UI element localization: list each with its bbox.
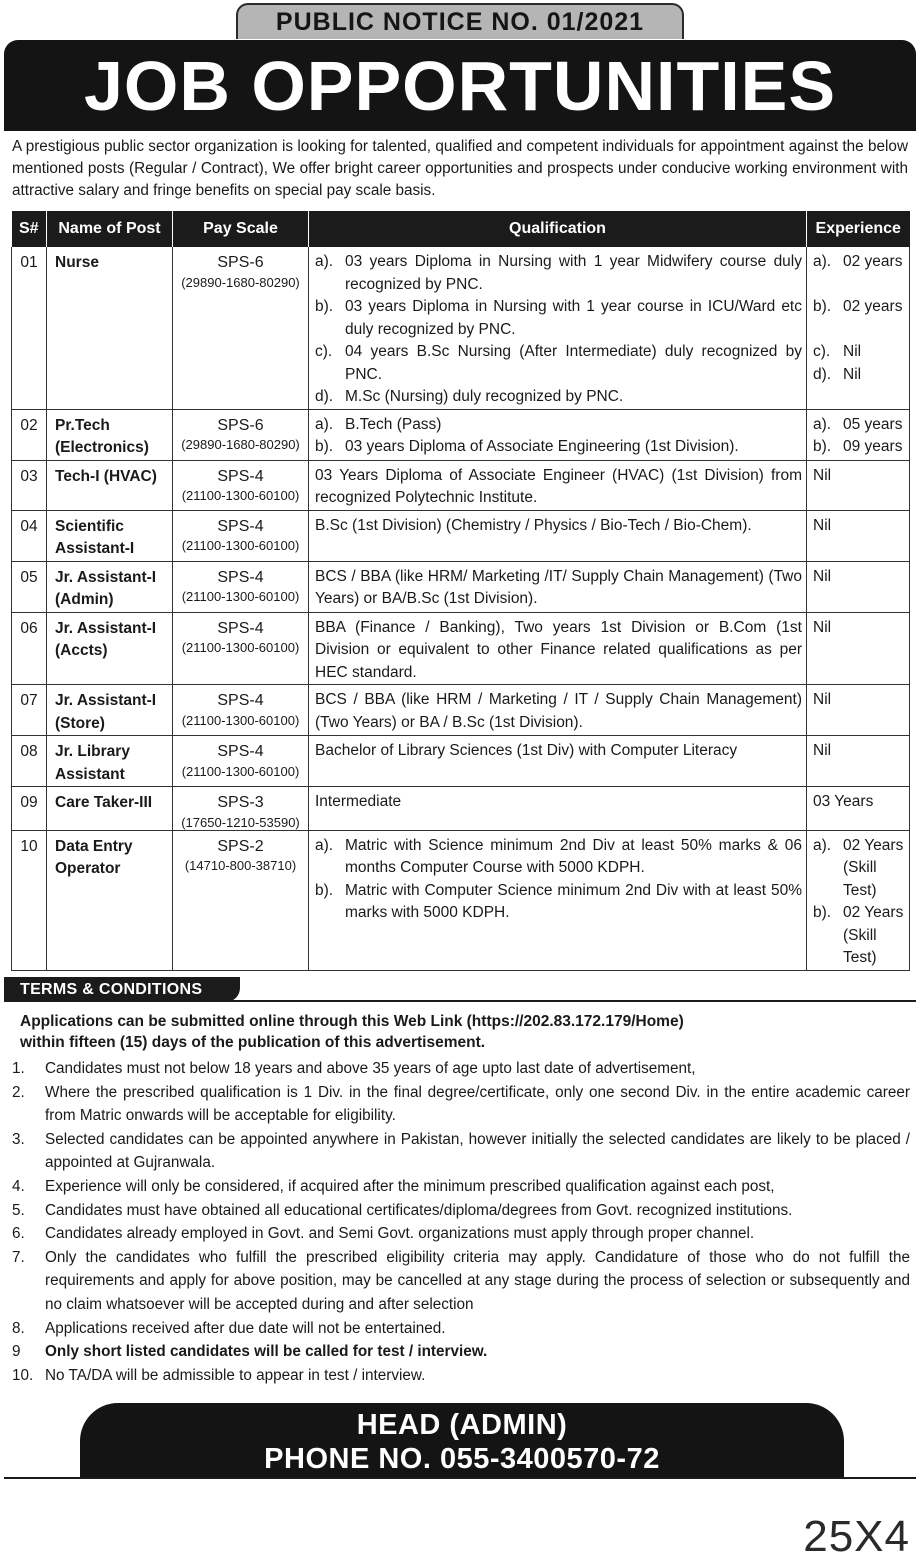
qualification-text: BCS / BBA (like HRM/ Marketing /IT/ Supply Chain Management) (Two Years) or BA/B.Sc (1st Division). <box>315 567 802 607</box>
item-marker: d). <box>813 365 832 383</box>
post-name-line: Jr. Assistant-I <box>55 568 157 586</box>
item-marker: a). <box>813 415 832 433</box>
intro-paragraph: A prestigious public sector organization is looking for talented, qualified and competent individuals for appointment against the below mentioned posts (Regular / Contract), We offer bright career opportunities and prospects under conducive working environment with attractive salary and fringe benefits on special pay scale basis. <box>12 138 908 199</box>
item-marker: b). <box>315 438 334 455</box>
apply-note-line: within fifteen (15) days of the publication of this advertisement. <box>20 1034 486 1051</box>
item-marker: b). <box>813 438 832 455</box>
pay-scale-grade: SPS-4 <box>217 517 264 535</box>
pay-scale-range: (21100-1300-60100) <box>181 763 300 779</box>
list-item <box>12 1246 910 1317</box>
item-marker: b). <box>813 298 832 315</box>
post-name-cell <box>47 612 173 685</box>
post-name-line: Tech-I (HVAC) <box>55 467 157 485</box>
post-name-line: Jr. Library <box>55 743 130 760</box>
item-marker: b). <box>315 881 334 899</box>
list-item <box>12 1128 910 1175</box>
list-number: 9 <box>12 1343 21 1361</box>
experience-text: Nil <box>843 343 862 360</box>
list-number: 2. <box>12 1083 25 1101</box>
table-row <box>12 787 910 831</box>
experience-item <box>813 835 906 858</box>
item-marker: a). <box>813 836 832 854</box>
experience-text: Nil <box>843 365 862 383</box>
apply-note-line: Applications can be submitted online through this Web Link (https://202.83.172.179/Home) <box>20 1013 684 1030</box>
list-item <box>12 1222 910 1246</box>
list-item <box>12 1340 910 1364</box>
notice-number: PUBLIC NOTICE NO. 01/2021 <box>275 7 645 36</box>
post-name-cell <box>47 460 173 510</box>
item-marker: c). <box>813 343 831 360</box>
experience-text: Nil <box>813 742 832 759</box>
divider <box>4 1477 916 1479</box>
serial-number-cell: 05 <box>12 561 47 612</box>
list-text: No TA/DA will be admissible to appear in test / interview. <box>45 1366 426 1384</box>
pay-scale-cell <box>173 247 309 409</box>
list-item <box>12 1364 910 1388</box>
item-marker: d). <box>315 388 334 405</box>
list-text: Only short listed candidates will be called for test / interview. <box>45 1343 488 1361</box>
list-number: 7. <box>12 1248 25 1266</box>
post-name-line: Scientific <box>55 517 124 535</box>
ad-size-code: 25X4 <box>803 1512 910 1561</box>
experience-cell <box>807 612 910 685</box>
list-number: 3. <box>12 1130 25 1148</box>
pay-scale-grade: SPS-2 <box>217 837 264 855</box>
column-header: S# <box>12 211 47 247</box>
experience-item <box>813 274 906 297</box>
qualification-cell <box>309 612 807 685</box>
post-name-cell <box>47 787 173 831</box>
item-marker <box>813 319 843 342</box>
posts-table <box>11 211 910 971</box>
experience-cell <box>807 830 910 970</box>
post-name-line: Assistant <box>55 765 125 783</box>
list-text: Selected candidates can be appointed anywhere in Pakistan, however initially the selected candidates are likely to be placed / appointed at Gujranwala. <box>45 1130 910 1172</box>
qualification-text: 04 years B.Sc Nursing (After Intermediate) duly recognized by PNC. <box>345 343 802 383</box>
post-name-cell <box>47 247 173 409</box>
terms-heading: TERMS & CONDITIONS <box>20 980 203 998</box>
serial-number-cell: 10 <box>12 830 47 970</box>
experience-text: 02 Years <box>843 904 904 921</box>
experience-text: (Skill Test) <box>843 926 877 966</box>
list-number: 4. <box>12 1177 25 1195</box>
terms-list <box>12 1057 910 1387</box>
post-name-line: Pr.Tech <box>55 416 110 434</box>
apply-online-note <box>20 1011 900 1053</box>
list-text: Candidates must not below 18 years and above 35 years of age upto last date of advertisement, <box>45 1060 696 1077</box>
experience-item <box>813 925 906 970</box>
post-name-cell <box>47 510 173 561</box>
pay-scale-cell <box>173 736 309 787</box>
pay-scale-grade: SPS-4 <box>217 467 264 485</box>
table-row <box>12 685 910 736</box>
list-item <box>12 1057 910 1081</box>
list-text: Candidates must have obtained all educational certificates/diploma/degrees from Govt. recognized institutions. <box>45 1201 793 1219</box>
post-name-line: Operator <box>55 860 121 877</box>
post-name-line: Jr. Assistant-I <box>55 692 157 709</box>
post-name-line: (Store) <box>55 714 105 732</box>
column-header: Name of Post <box>47 211 173 247</box>
experience-text: Nil <box>813 691 832 708</box>
list-text: Applications received after due date will not be entertained. <box>45 1319 446 1337</box>
experience-text: 03 Years <box>813 793 874 810</box>
item-marker: a). <box>315 415 334 433</box>
pay-scale-cell <box>173 460 309 510</box>
page-title: JOB OPPORTUNITIES <box>83 46 837 125</box>
qualification-item <box>315 880 802 925</box>
post-name-line: (Admin) <box>55 591 114 608</box>
contact-footer <box>80 1403 844 1478</box>
list-text: Where the prescribed qualification is 1 Div. in the final degree/certificate, only one second Div. in the entire academic career from Matric onwards will be acceptable for eligibility. <box>45 1083 910 1125</box>
experience-text: 09 years <box>843 438 903 455</box>
qualification-cell <box>309 830 807 970</box>
item-marker: b). <box>813 904 832 921</box>
pay-scale-range: (21100-1300-60100) <box>181 640 300 655</box>
list-number: 1. <box>12 1060 25 1077</box>
table-row <box>12 510 910 561</box>
column-header: Experience <box>807 211 910 247</box>
pay-scale-grade: SPS-4 <box>217 568 264 586</box>
list-item <box>12 1081 910 1128</box>
item-marker <box>813 925 843 970</box>
list-number: 6. <box>12 1225 25 1243</box>
divider <box>4 1000 916 1002</box>
terms-heading-tab <box>4 977 240 1002</box>
qualification-text: Intermediate <box>315 793 402 810</box>
qualification-text: Bachelor of Library Sciences (1st Div) with Computer Literacy <box>315 742 738 759</box>
title-banner <box>4 40 916 131</box>
table-row <box>12 409 910 460</box>
experience-cell <box>807 787 910 831</box>
serial-number-cell: 07 <box>12 685 47 736</box>
experience-text: Nil <box>813 618 832 636</box>
qualification-text: B.Tech (Pass) <box>345 415 442 433</box>
qualification-item <box>315 386 802 409</box>
post-name-line: (Electronics) <box>55 439 149 456</box>
qualification-item <box>315 436 802 459</box>
experience-item <box>813 857 906 902</box>
qualification-text: 03 Years Diploma of Associate Engineer (HVAC) (1st Division) from recognized Polytechnic Institute. <box>315 466 802 506</box>
item-marker <box>813 274 843 297</box>
pay-scale-cell <box>173 787 309 831</box>
experience-item <box>813 251 906 274</box>
serial-number-cell: 09 <box>12 787 47 831</box>
qualification-cell <box>309 510 807 561</box>
item-marker: a). <box>315 253 334 270</box>
experience-item <box>813 436 906 459</box>
experience-item <box>813 341 906 364</box>
experience-text: Nil <box>813 466 832 484</box>
list-text: Only the candidates who fulfill the prescribed eligibility criteria may apply. Candidature of those who do not fulfill the requirements and apply for above position, may be cancelled at any stage during the process of selection or subsequently and no claim whatsoever will be accepted during and after selection <box>45 1248 910 1313</box>
pay-scale-cell <box>173 685 309 736</box>
item-marker <box>813 857 843 902</box>
pay-scale-range: (14710-800-38710) <box>184 858 297 873</box>
item-marker: a). <box>813 253 832 270</box>
experience-cell <box>807 460 910 510</box>
experience-text: 05 years <box>843 415 903 433</box>
contact-phone: PHONE NO. 055-3400570-72 <box>264 1443 660 1475</box>
qualification-text: B.Sc (1st Division) (Chemistry / Physics / Bio-Tech / Bio-Chem). <box>315 516 752 534</box>
list-item <box>12 1175 910 1199</box>
table-row <box>12 612 910 685</box>
experience-item <box>813 414 906 437</box>
post-name-line: Data Entry <box>55 837 133 855</box>
contact-title: HEAD (ADMIN) <box>356 1409 568 1441</box>
qualification-cell <box>309 409 807 460</box>
post-name-line: Care Taker-III <box>55 794 153 811</box>
table-header-row <box>12 211 910 247</box>
pay-scale-range: (21100-1300-60100) <box>181 538 300 553</box>
post-name-line: (Accts) <box>55 642 108 659</box>
pay-scale-cell <box>173 612 309 685</box>
experience-cell <box>807 685 910 736</box>
qualification-text: BBA (Finance / Banking), Two years 1st Division or B.Com (1st Division or equivalent to other Finance related qualifications as per HEC standard. <box>315 618 802 681</box>
public-notice-banner <box>236 3 684 39</box>
qualification-text: BCS / BBA (like HRM / Marketing / IT / Supply Chain Management) (Two Years) or BA / B.Sc (1st Division). <box>315 691 802 731</box>
table-row <box>12 561 910 612</box>
qualification-text: Matric with Science minimum 2nd Div at least 50% marks & 06 months Computer Course with 5000 KDPH. <box>345 836 802 876</box>
table-row <box>12 247 910 409</box>
pay-scale-grade: SPS-3 <box>217 794 264 811</box>
qualification-item <box>315 251 802 296</box>
pay-scale-range: (17650-1210-53590) <box>181 814 300 830</box>
experience-text <box>843 319 906 342</box>
pay-scale-cell <box>173 510 309 561</box>
pay-scale-range: (29890-1680-80290) <box>181 437 300 452</box>
serial-number-cell: 03 <box>12 460 47 510</box>
post-name-cell <box>47 561 173 612</box>
post-name-line: Assistant-I <box>55 540 135 557</box>
table-row <box>12 830 910 970</box>
pay-scale-grade: SPS-6 <box>217 254 264 271</box>
pay-scale-grade: SPS-4 <box>217 743 264 760</box>
pay-scale-range: (21100-1300-60100) <box>181 488 300 503</box>
experience-item <box>813 364 906 387</box>
item-marker: c). <box>315 343 333 360</box>
item-marker: a). <box>315 836 334 854</box>
experience-cell <box>807 409 910 460</box>
post-name-cell <box>47 409 173 460</box>
pay-scale-grade: SPS-4 <box>217 692 264 709</box>
qualification-cell <box>309 685 807 736</box>
qualification-text: 03 years Diploma of Associate Engineering (1st Division). <box>345 438 739 455</box>
experience-text: 02 years <box>843 298 903 315</box>
pay-scale-cell <box>173 409 309 460</box>
experience-cell <box>807 247 910 409</box>
pay-scale-grade: SPS-6 <box>217 416 264 434</box>
qualification-text: 03 years Diploma in Nursing with 1 year course in ICU/Ward etc duly recognized by PNC. <box>345 298 802 338</box>
list-item <box>12 1317 910 1341</box>
serial-number-cell: 04 <box>12 510 47 561</box>
list-number: 5. <box>12 1201 25 1219</box>
item-marker: b). <box>315 298 334 315</box>
list-number: 10. <box>12 1366 34 1384</box>
serial-number-cell: 08 <box>12 736 47 787</box>
table-row <box>12 736 910 787</box>
experience-text: Nil <box>813 567 832 585</box>
experience-text <box>843 274 906 297</box>
experience-text: 02 Years <box>843 836 904 854</box>
list-text: Experience will only be considered, if acquired after the minimum prescribed qualification against each post, <box>45 1177 775 1195</box>
qualification-item <box>315 341 802 386</box>
serial-number-cell: 01 <box>12 247 47 409</box>
pay-scale-cell <box>173 830 309 970</box>
qualification-item <box>315 296 802 341</box>
post-name-line: Nurse <box>55 254 99 271</box>
pay-scale-range: (21100-1300-60100) <box>181 712 300 728</box>
experience-item <box>813 902 906 925</box>
experience-item <box>813 319 906 342</box>
pay-scale-cell <box>173 561 309 612</box>
post-name-line: Jr. Assistant-I <box>55 619 157 637</box>
experience-cell <box>807 736 910 787</box>
qualification-cell <box>309 247 807 409</box>
experience-text: 02 years <box>843 253 903 270</box>
column-header: Qualification <box>309 211 807 247</box>
qualification-item <box>315 414 802 437</box>
pay-scale-range: (29890-1680-80290) <box>181 274 300 290</box>
qualification-text: 03 years Diploma in Nursing with 1 year Midwifery course duly recognized by PNC. <box>345 253 802 293</box>
experience-text: (Skill Test) <box>843 859 877 899</box>
qualification-cell <box>309 736 807 787</box>
serial-number-cell: 02 <box>12 409 47 460</box>
post-name-cell <box>47 736 173 787</box>
post-name-cell <box>47 830 173 970</box>
qualification-text: M.Sc (Nursing) duly recognized by PNC. <box>345 388 624 405</box>
qualification-text: Matric with Computer Science minimum 2nd Div with at least 50% marks with 5000 KDPH. <box>345 881 802 921</box>
experience-item <box>813 296 906 319</box>
list-number: 8. <box>12 1319 25 1337</box>
qualification-cell <box>309 460 807 510</box>
list-item <box>12 1199 910 1223</box>
table-row <box>12 460 910 510</box>
column-header: Pay Scale <box>173 211 309 247</box>
experience-text: Nil <box>813 516 832 534</box>
pay-scale-grade: SPS-4 <box>217 619 264 637</box>
list-text: Candidates already employed in Govt. and Semi Govt. organizations must apply through proper channel. <box>45 1225 755 1243</box>
serial-number-cell: 06 <box>12 612 47 685</box>
post-name-cell <box>47 685 173 736</box>
experience-cell <box>807 561 910 612</box>
pay-scale-range: (21100-1300-60100) <box>181 589 300 604</box>
experience-cell <box>807 510 910 561</box>
qualification-cell <box>309 561 807 612</box>
qualification-item <box>315 835 802 880</box>
qualification-cell <box>309 787 807 831</box>
